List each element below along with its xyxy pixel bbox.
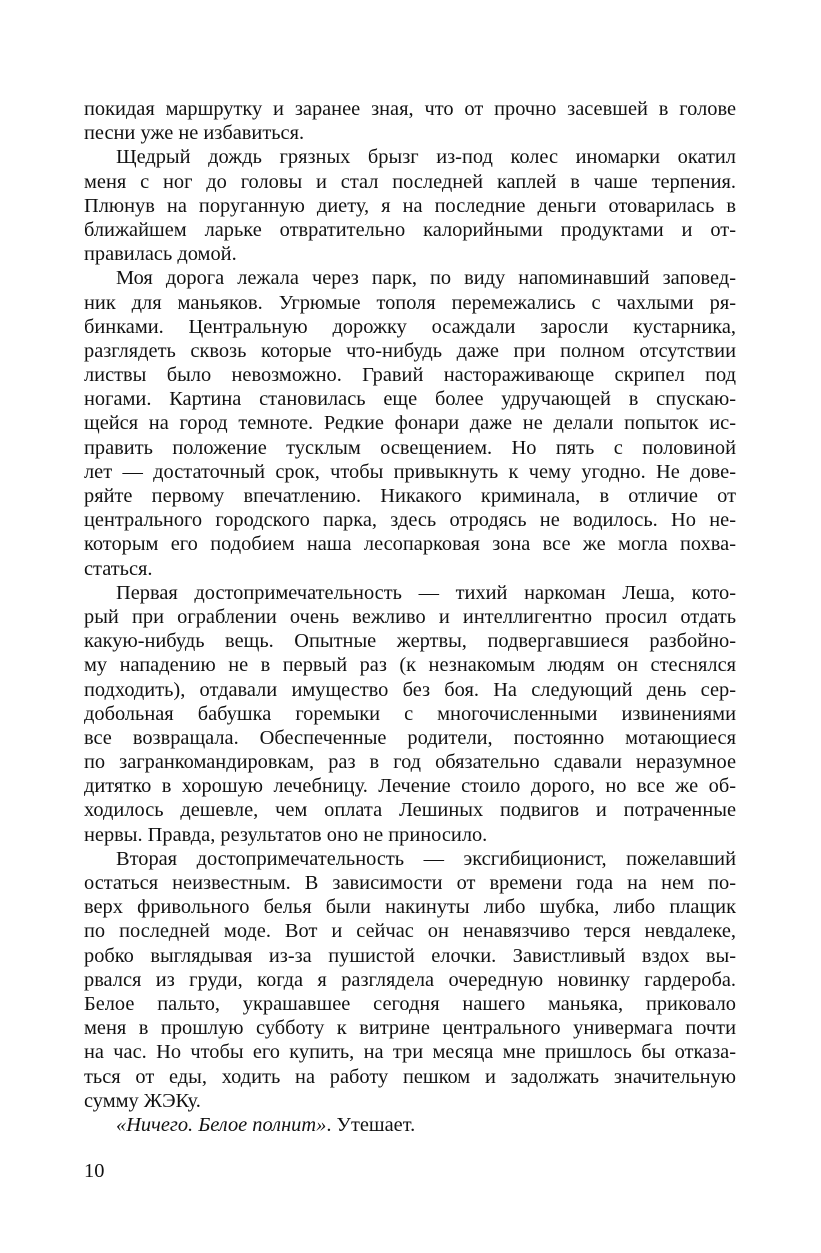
text-line: дитятко в хорошую лечебницу. Лечение стоило дорого, но все же об- — [84, 775, 736, 798]
text-line: ходилось дешевле, чем оплата Лешиных подвигов и потраченные — [84, 799, 736, 822]
text-line: остаться неизвестным. В зависимости от времени года на нем по- — [84, 872, 736, 894]
text-line: Моя дорога лежала через парк, по виду напоминавший заповед- — [116, 267, 736, 290]
text-line: щейся на город темноте. Редкие фонари даже не делали попыток ис- — [84, 412, 736, 435]
text-line: Плюнув на поруганную диету, я на последние деньги отоварилась в — [84, 194, 736, 217]
text-line: листвы было невозможно. Гравий настораживающе скрипел под — [84, 364, 736, 387]
text-line: песни уже не избавиться. — [84, 122, 305, 145]
text-line: центрального городского парка, здесь отродясь не водилось. Но не- — [84, 509, 736, 532]
text-line: меня с ног до головы и стал последней каплей в чаше терпения. — [84, 170, 736, 193]
final-line-container — [84, 1113, 736, 1137]
text-line: меня в прошлую субботу к витрине центрального универмага почти — [84, 1017, 736, 1040]
text-line: какую-нибудь вещь. Опытные жертвы, подвергавшиеся разбойно- — [84, 630, 736, 653]
text-line: сумму ЖЭКу. — [84, 1089, 201, 1112]
text-line: Щедрый дождь грязных брызг из-под колес иномарки окатил — [116, 146, 736, 169]
text-line: подходить), отдавали имущество без боя. На следующий день сер- — [84, 678, 736, 701]
text-line: правилась домой. — [84, 243, 237, 266]
text-line: по последней моде. Вот и сейчас он ненавязчиво терся невдалеке, — [84, 920, 736, 943]
text-line: разглядеть сквозь которые что-нибудь даже при полном отсутствии — [84, 339, 736, 362]
text-line: лет — достаточный срок, чтобы привыкнуть к чему угодно. Не дове- — [84, 460, 736, 483]
text-line: все возвращала. Обеспеченные родители, постоянно мотающиеся — [84, 726, 736, 749]
text-line: му нападению не в первый раз (к незнакомым людям он стеснялся — [84, 654, 736, 677]
text-line: Первая достопримечательность — тихий наркоман Леша, кото- — [116, 581, 736, 604]
text-line: робко выглядывая из-за пушистой елочки. Завистливый вздох вы- — [84, 944, 736, 967]
text-line: править положение тусклым освещением. Но пять с половиной — [84, 436, 736, 459]
text-line: верх фривольного белья были накинуты либо шубка, либо плащик — [84, 896, 736, 919]
final-line — [84, 1113, 736, 1137]
text-line: ногами. Картина становилась еще более удручающей в спускаю- — [84, 388, 736, 411]
text-line: бинками. Центральную дорожку осаждали заросли кустарника, — [84, 315, 736, 338]
text-line: нервы. Правда, результатов оно не приносило. — [84, 823, 488, 846]
text-line: Белое пальто, украшавшее сегодня нашего маньяка, приковало — [84, 992, 736, 1015]
text-line: по загранкомандировкам, раз в год обязательно сдавали неразумное — [84, 751, 736, 774]
text-line: покидая маршрутку и заранее зная, что от прочно засевшей в голове — [84, 98, 736, 120]
page-body-text — [84, 97, 736, 1113]
text-line: статься. — [84, 557, 153, 580]
text-line: рый при ограблении очень вежливо и интеллигентно просил отдать — [84, 605, 736, 628]
text-line: на час. Но чтобы его купить, на три месяца мне пришлось бы отказа- — [84, 1041, 736, 1064]
text-line: ться от еды, ходить на работу пешком и задолжать значительную — [84, 1065, 736, 1088]
text-line: которым его подобием наша лесопарковая зона все же могла похва- — [84, 533, 736, 556]
text-line: добольная бабушка горемыки с многочисленными извинениями — [84, 702, 736, 725]
italic-quote: «Ничего. Белое полнит» — [116, 1114, 327, 1137]
text-line: ник для маньяков. Угрюмые тополя перемежались с чахлыми ря- — [84, 291, 736, 314]
text-line: рвался из груди, когда я разглядела очередную новинку гардероба. — [84, 968, 736, 991]
final-line-rest: . Утешает. — [326, 1114, 416, 1137]
page-number: 10 — [84, 1160, 105, 1182]
text-line: ряйте первому впечатлению. Никакого криминала, в отличие от — [84, 485, 736, 507]
text-line: Вторая достопримечательность — эксгибиционист, пожелавший — [116, 847, 736, 870]
text-line: ближайшем ларьке отвратительно калорийными продуктами и от- — [84, 218, 736, 241]
